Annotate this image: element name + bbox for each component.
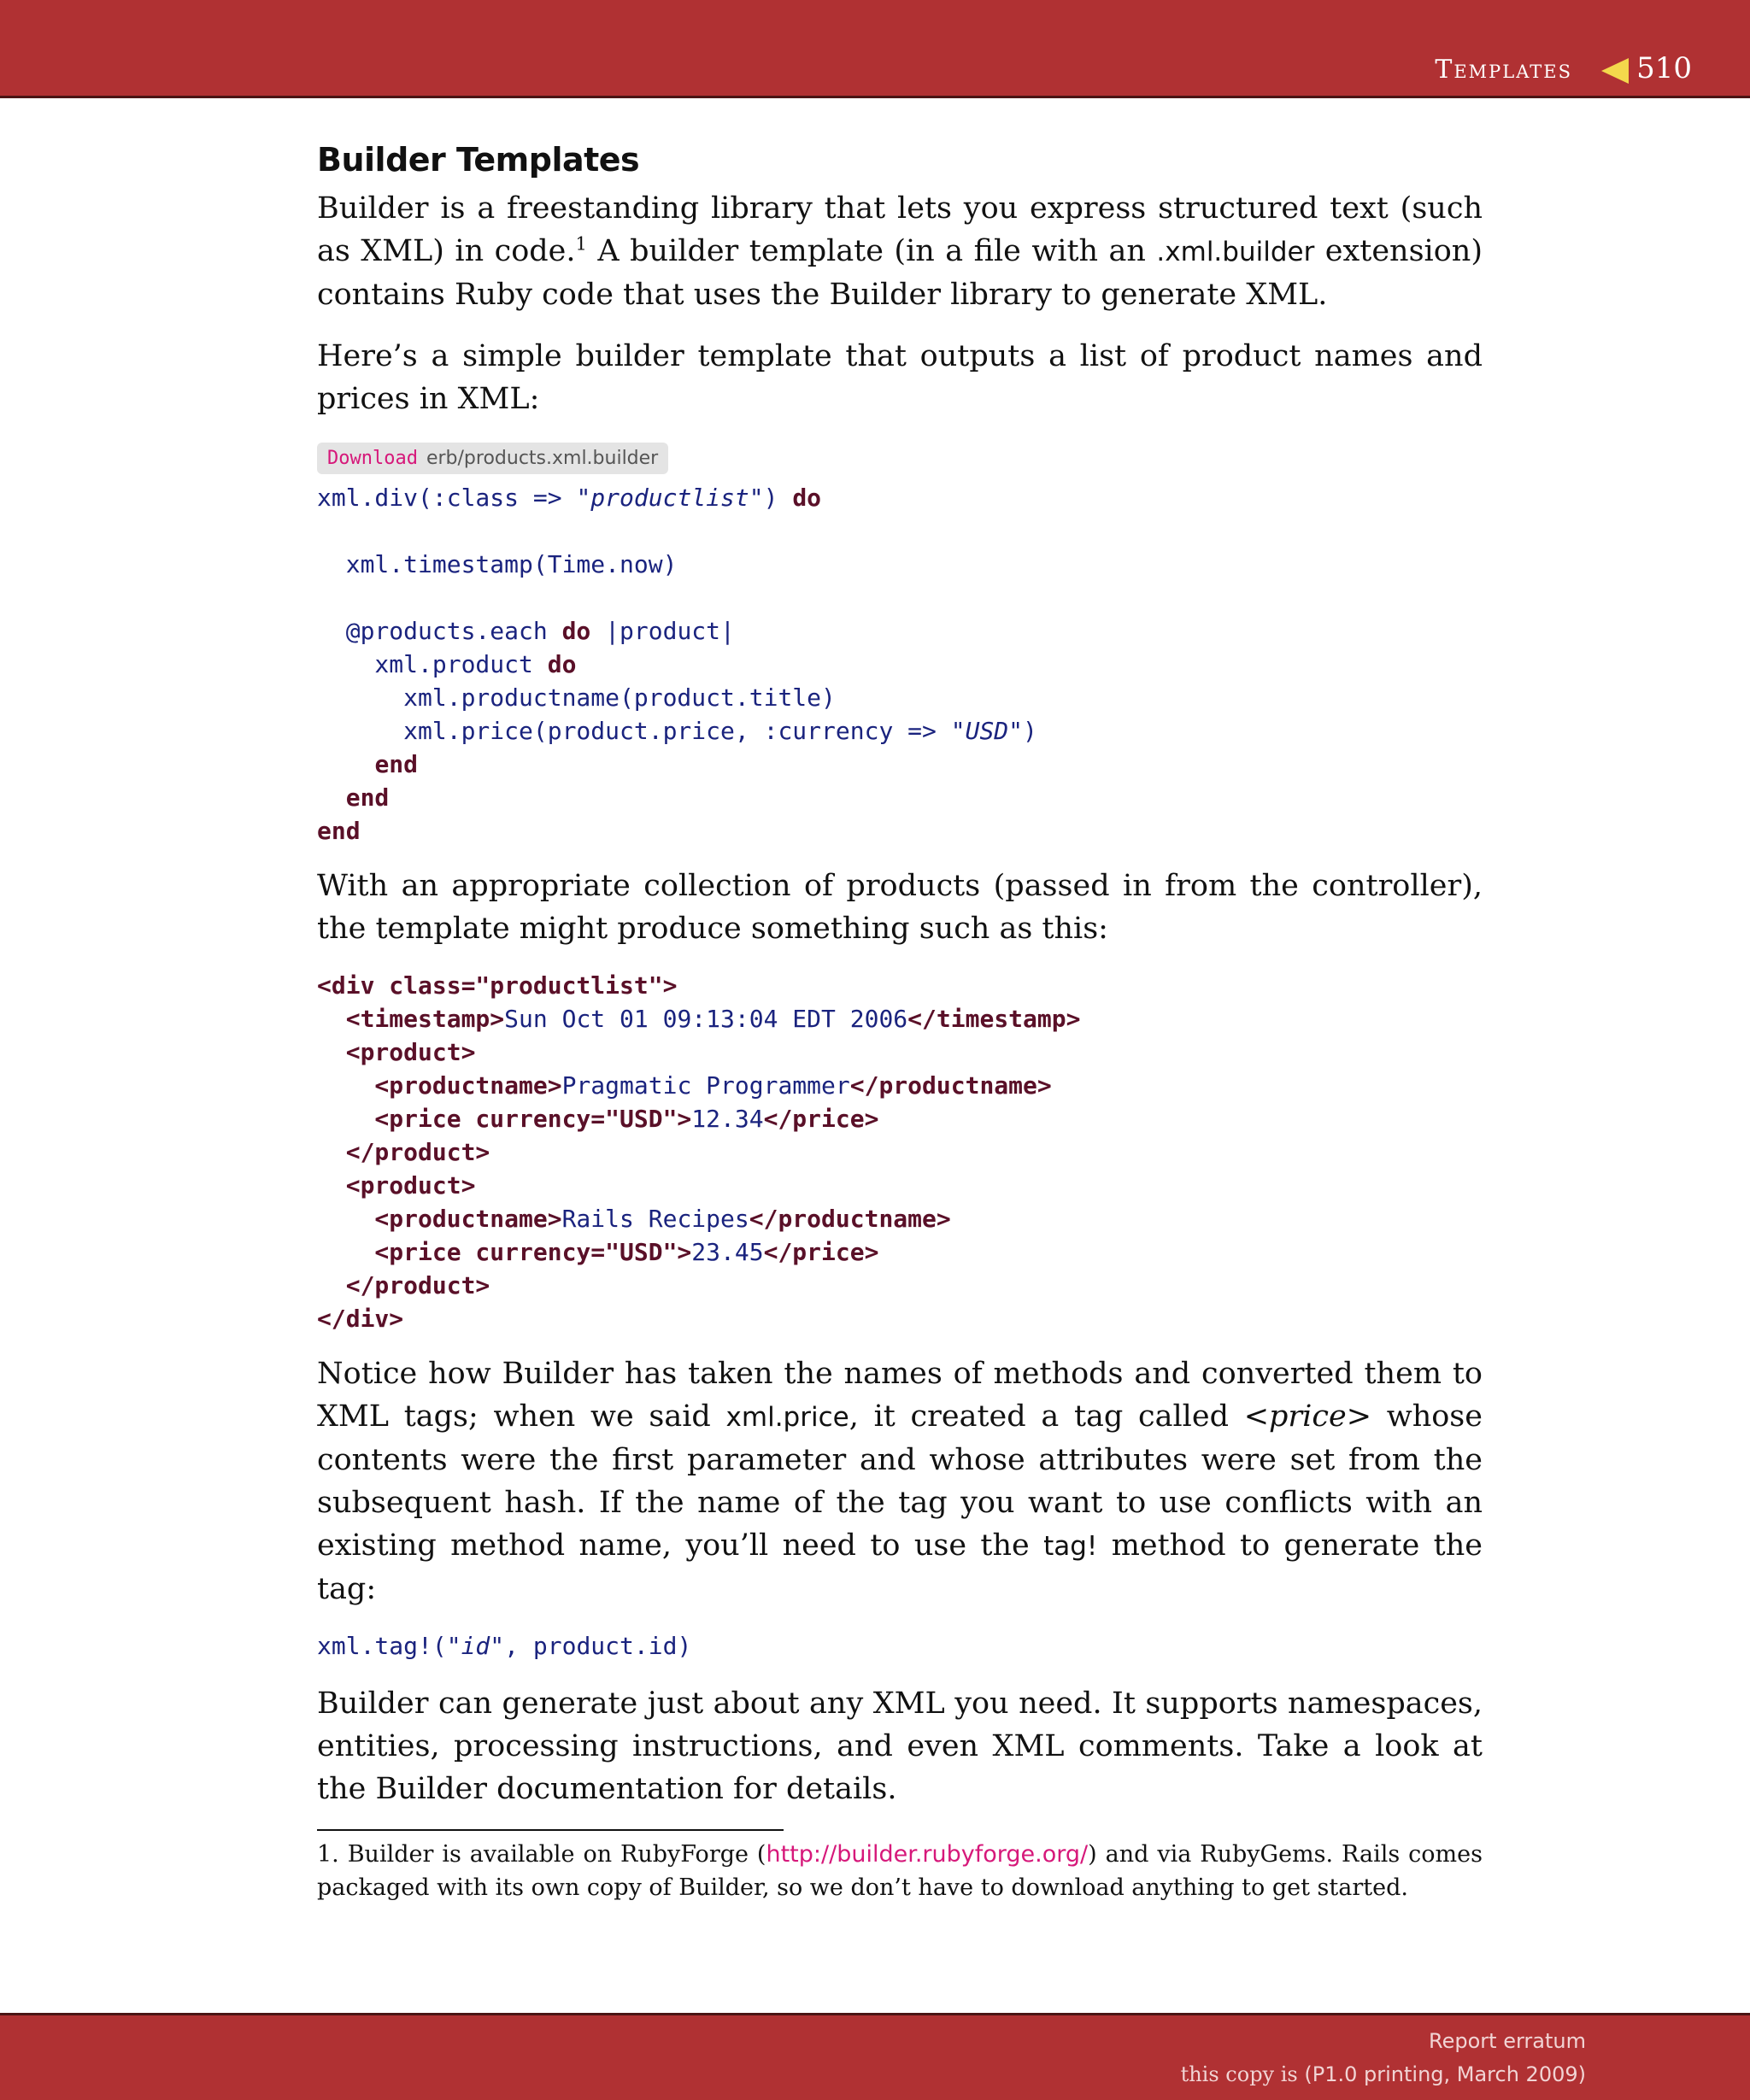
code-line: </product> [317, 1138, 490, 1166]
footnote-ref[interactable]: 1 [575, 233, 587, 255]
code-line-tag: xml.tag!("id", product.id) [317, 1632, 692, 1660]
code-line: <product> [317, 1038, 476, 1066]
emphasis-price: price [1269, 1399, 1347, 1434]
page-content [317, 141, 1483, 1904]
code-line: <timestamp>Sun Oct 01 09:13:04 EDT 2006</timestamp> [317, 1005, 1081, 1033]
code-line: end [345, 783, 390, 812]
footnote: 1. Builder is available on RubyForge (http://builder.rubyforge.org/) and via RubyGems. Rails comes packaged with its own copy of Builder, so we don’t have to download anything to get started. [317, 1841, 1483, 1901]
paragraph-output-intro: With an appropriate collection of products (passed in from the controller), the template might produce something such as this: [317, 869, 1483, 946]
code-line: </product> [317, 1271, 490, 1299]
code-line: <div class="productlist"> [317, 971, 678, 1000]
code-block-builder [317, 481, 1483, 848]
code-line: end [317, 817, 361, 845]
code-line: xml.timestamp(Time.now) [317, 550, 678, 578]
page-footer [0, 2013, 1750, 2100]
builder-link[interactable]: http://builder.rubyforge.org/ [766, 1841, 1089, 1868]
inline-code-xml-price: xml.price [725, 1402, 849, 1433]
inline-code-tag: tag! [1043, 1531, 1098, 1562]
code-line: xml.productname(product.title) [317, 683, 836, 712]
code-line: <productname>Pragmatic Programmer</productname> [317, 1071, 1052, 1100]
code-block-xml-output [317, 969, 1483, 1335]
file-extension: .xml.builder [1156, 237, 1315, 267]
code-line: xml.price(product.price, :currency => "USD") [317, 717, 1037, 745]
page-number: 510 [1636, 51, 1692, 85]
code-line: <price currency="USD">23.45</price> [317, 1238, 879, 1266]
code-line: end [374, 750, 419, 778]
download-path[interactable]: erb/products.xml.builder [426, 448, 659, 469]
code-line: xml.product do [317, 650, 577, 678]
code-line: <price currency="USD">12.34</price> [317, 1105, 879, 1133]
footnote-divider [317, 1829, 784, 1831]
paragraph-explanation: Notice how Builder has taken the names of methods and converted them to XML tags; when we said xml.price, it created a tag called <price> whose contents were the first parameter and whose attributes were set from the subsequent hash. If the name of the tag you want to use conflicts with an existing method name, you’ll need to use the tag! method to generate the tag: [317, 1357, 1483, 1606]
code-line: @products.each do |product| [317, 617, 735, 645]
download-link[interactable] [317, 443, 668, 474]
download-label[interactable]: Download [327, 448, 418, 469]
page-header [0, 0, 1750, 98]
copy-info: this copy is (P1.0 printing, March 2009) [1180, 2062, 1586, 2086]
section-heading: Builder Templates [317, 141, 640, 179]
code-line: <product> [317, 1171, 476, 1200]
intro-text-a: Builder is a freestanding library that lets you express structured text (such as XML) in code. [317, 191, 1483, 268]
back-arrow-icon[interactable] [1601, 58, 1629, 84]
report-erratum-link[interactable]: Report erratum [1429, 2029, 1586, 2053]
paragraph-intro [317, 187, 1483, 316]
code-line: xml.div(:class => "productlist") do [317, 484, 822, 512]
section-title: Templates [1435, 55, 1572, 85]
paragraph-summary: Builder can generate just about any XML you need. It supports namespaces, entities, processing instructions, and even XML comments. Take a look at the Builder documentation for details. [317, 1686, 1483, 1806]
intro-text-b: A builder template (in a file with an [586, 234, 1157, 268]
paragraph-example-intro: Here’s a simple builder template that outputs a list of product names and prices in XML: [317, 339, 1483, 416]
intro-text-c: extension) contains Ruby code that uses the Builder library to generate XML. [317, 234, 1483, 312]
code-line: <productname>Rails Recipes</productname> [317, 1205, 951, 1233]
code-line: </div> [317, 1305, 404, 1333]
